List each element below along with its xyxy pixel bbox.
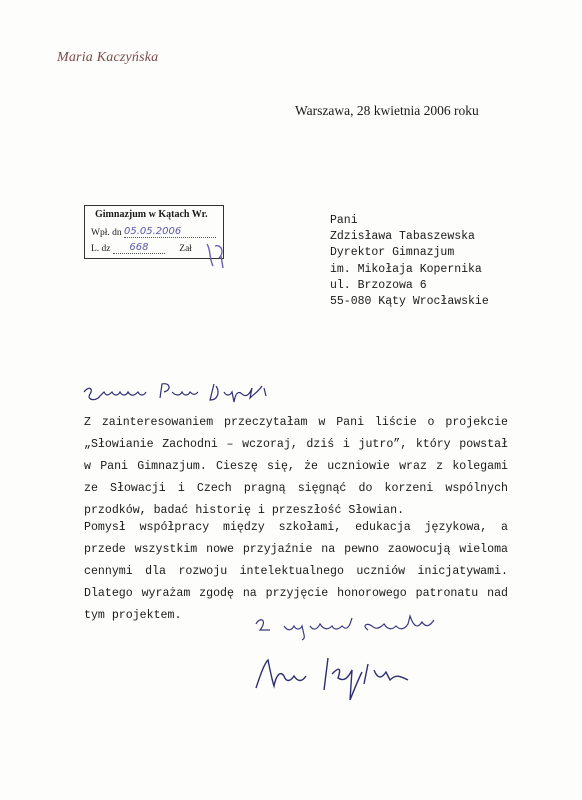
stamp-received-date: 05.05.2006 [123,226,182,237]
stamp-title: Gimnazjum w Kątach Wr. [95,209,208,220]
stamp-row-number [91,242,192,254]
stamp-number-label: L. dz [91,244,111,254]
letter-date: Warszawa, 28 kwietnia 2006 roku [295,103,479,118]
signature-handwriting [250,650,430,710]
recipient-line: Zdzisława Tabaszewska [330,230,475,244]
body-paragraph-2: Pomysł współpracy między szkołami, edukacja językowa, a przede wszystkim nowe przyjaźnie na pewno zaowocują wieloma cennymi dla rozwoju intelektualnego uczniów inicjatywami. Dlatego wyrażam zgodę na przyjęcie honorowego patronatu nad tym projektem. [84,521,508,622]
recipient-line: Pani [330,214,358,227]
salutation-handwriting [80,378,280,412]
stamp-attachment-label: Zał [179,244,192,254]
letterhead-name: Maria Kaczyńska [57,50,159,65]
body-paragraph-1: Z zainteresowaniem przeczytałam w Pani liście o projekcie „Słowianie Zachodni – wczoraj, dziś i jutro”, który powstał w Pani Gimnazjum. Cieszę się, że uczniowie wraz z kolegami ze Słowacji i Czech pragną sięgnąć do korzeni wspólnych przodków, badać historię i przeszłość Słowian. [84,416,508,517]
registry-stamp [84,205,224,259]
closing-handwriting [250,608,450,648]
recipient-line: im. Mikołaja Kopernika [330,262,482,276]
stamp-handwritten-mark [201,240,231,270]
stamp-row-received [91,226,216,238]
stamp-number-value: 668 [129,242,149,253]
recipient-line: ul. Brzozowa 6 [330,278,427,292]
stamp-received-label: Wpł. dn [91,228,122,238]
recipient-address [330,213,489,310]
recipient-line: 55-080 Kąty Wrocławskie [330,295,489,309]
recipient-line: Dyrektor Gimnazjum [330,246,455,260]
